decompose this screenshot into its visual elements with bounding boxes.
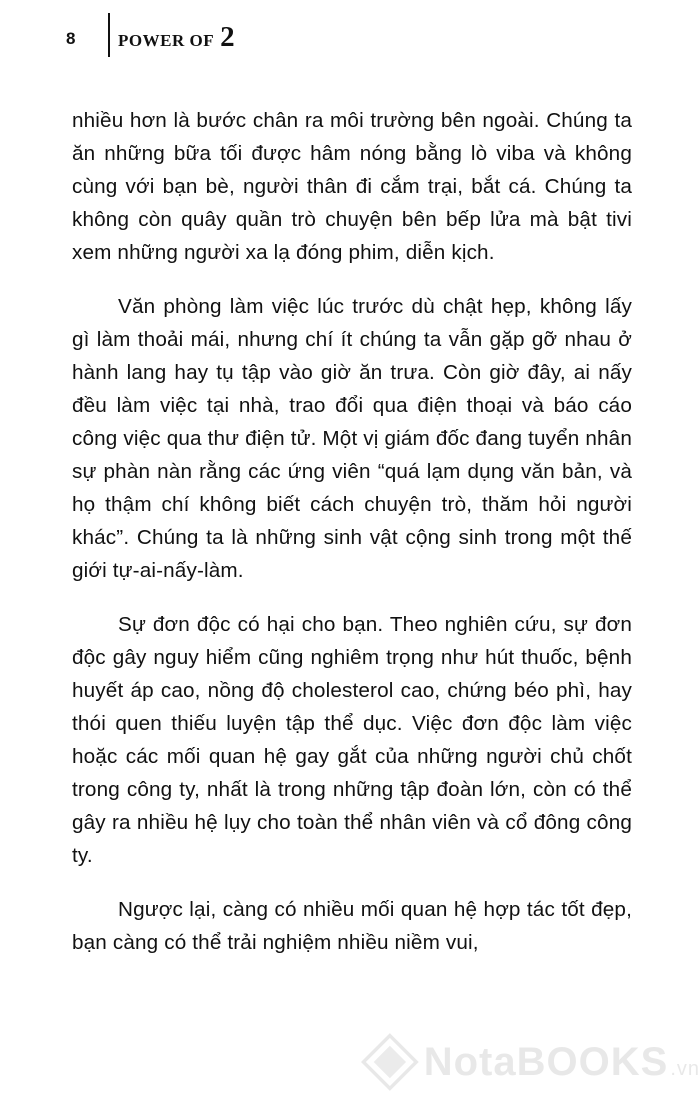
paragraph: Sự đơn độc có hại cho bạn. Theo nghiên cứu, sự đơn độc gây nguy hiểm cũng nghiêm trọng như hút thuốc, bệnh huyết áp cao, nồng độ cholesterol cao, chứng béo phì, hay thói quen thiếu luyện tập thể dục. Việc đơn độc làm việc hoặc các mối quan hệ gay gắt của những người chủ chốt trong công ty, nhất là trong những tập đoàn lớn, còn có thể gây ra nhiều hệ lụy cho toàn thể nhân viên và cổ đông công ty. [72, 613, 632, 867]
paragraph-continued: nhiều hơn là bước chân ra môi trường bên ngoài. Chúng ta ăn những bữa tối được hâm nóng bằng lò viba và không cùng với bạn bè, người thân đi cắm trại, bắt cá. Chúng ta không còn quây quần trò chuyện bên bếp lửa mà bật tivi xem những người xa lạ đóng phim, diễn kịch. [72, 109, 632, 264]
page-number: 8 [66, 29, 76, 48]
watermark-brand: NotaBOOKS .vn [423, 1039, 700, 1084]
running-head [66, 14, 235, 56]
header-rule [108, 13, 110, 57]
paragraph: Văn phòng làm việc lúc trước dù chật hẹp, không lấy gì làm thoải mái, nhưng chí ít chúng ta vẫn gặp gỡ nhau ở hành lang hay tụ tập vào giờ ăn trưa. Còn giờ đây, ai nấy đều làm việc tại nhà, trao đổi qua điện thoại và báo cáo công việc qua thư điện tử. Một vị giám đốc đang tuyển nhân sự phàn nàn rằng các ứng viên “quá lạm dụng văn bản, và họ thậm chí không biết cách chuyện trò, thăm hỏi người khác”. Chúng ta là những sinh vật cộng sinh trong một thế giới tự-ai-nấy-làm. [72, 295, 632, 582]
book-title [118, 21, 235, 54]
paragraph: Ngược lại, càng có nhiều mối quan hệ hợp tác tốt đẹp, bạn càng có thể trải nghiệm nhiều niềm vui, [72, 898, 632, 954]
book-logo-icon [360, 1027, 420, 1097]
watermark [360, 1022, 700, 1102]
body-text [72, 104, 632, 959]
book-title-main: POWER OF [118, 30, 215, 50]
book-title-number: 2 [220, 20, 235, 53]
